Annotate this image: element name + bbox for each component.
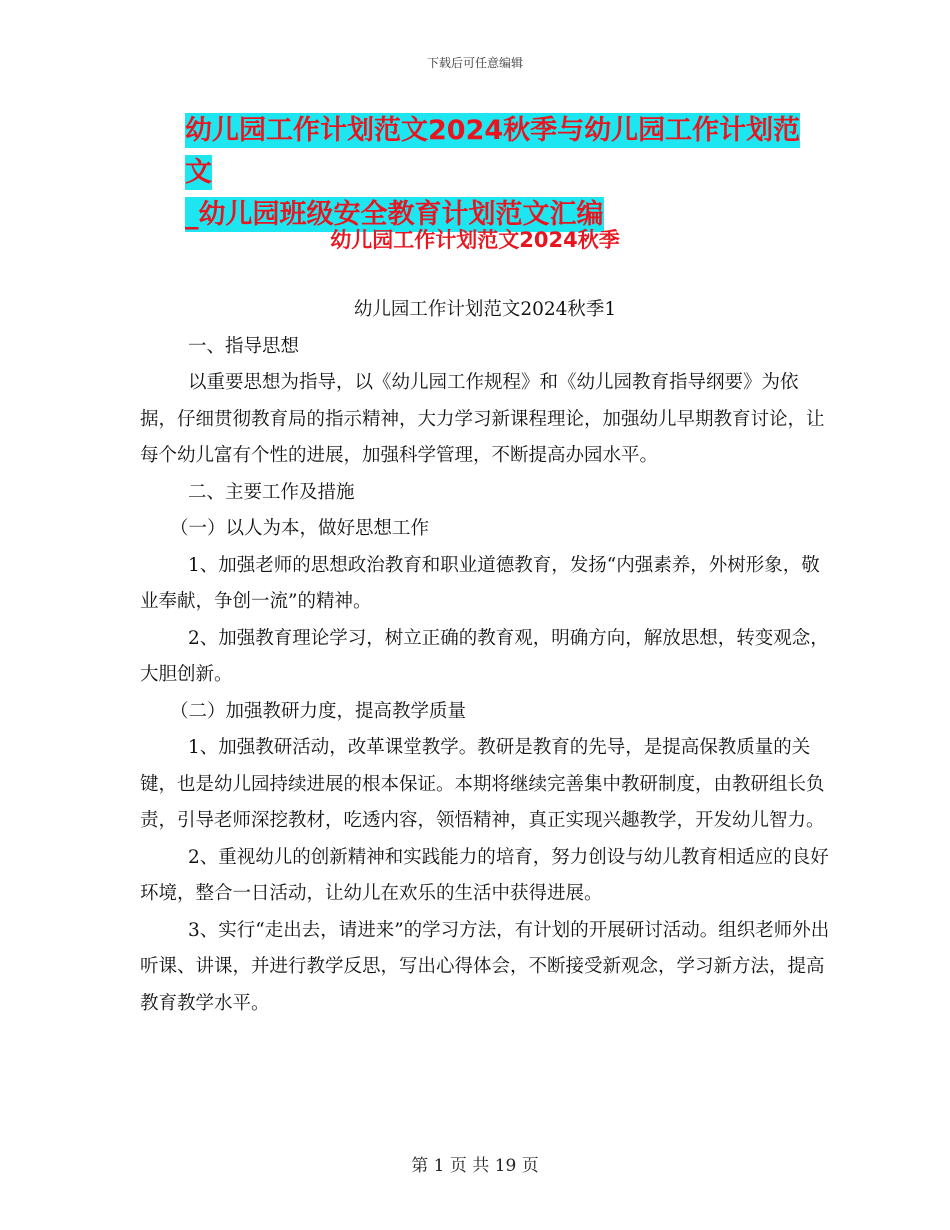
paragraph-research-1: 1、加强教研活动，改革课堂教学。教研是教育的先导，是提高保教质量的关键，也是幼儿园持续进展的根本保证。本期将继续完善集中教研制度，由教研组长负责，引导老师深挖教材，吃透内容，领悟精神，真正实现兴趣教学，开发幼儿智力。 [140, 737, 825, 831]
paragraph-research-2: 2、重视幼儿的创新精神和实践能力的培育，努力创设与幼儿教育相适应的良好环境，整合一日活动，让幼儿在欢乐的生活中获得进展。 [140, 846, 829, 904]
header-note: 下载后可任意编辑 [426, 56, 523, 70]
heading-guiding-ideology: 一、指导思想 [188, 335, 300, 357]
section-title: 幼儿园工作计划范文2024秋季 [330, 228, 620, 252]
document-body [140, 292, 830, 1022]
paragraph-guiding-ideology: 以重要思想为指导，以《幼儿园工作规程》和《幼儿园教育指导纲要》为依据，仔细贯彻教育局的指示精神，大力学习新课程理论，加强幼儿早期教育讨论，让每个幼儿富有个性的进展，加强科学管理，不断提高办园水平。 [140, 372, 825, 466]
paragraph-item-2: 2、加强教育理论学习，树立正确的教育观，明确方向，解放思想，转变观念，大胆创新。 [140, 627, 829, 685]
heading-main-work: 二、主要工作及措施 [188, 481, 355, 503]
document-title-line-2: _幼儿园班级安全教育计划范文汇编 [185, 199, 604, 230]
paragraph-research-3: 3、实行“走出去，请进来”的学习方法，有计划的开展研讨活动。组织老师外出听课、讲课，并进行教学反思，写出心得体会，不断接受新观念，学习新方法，提高教育教学水平。 [140, 919, 830, 1014]
document-title-line-1: 幼儿园工作计划范文2024秋季与幼儿园工作计划范文 [185, 115, 801, 188]
subheading-teaching-research: （二）加强教研力度，提高教学质量 [170, 700, 467, 722]
document-title [185, 110, 825, 236]
subtitle: 幼儿园工作计划范文2024秋季1 [353, 299, 617, 320]
subheading-people-oriented: （一）以人为本，做好思想工作 [170, 518, 430, 539]
page-footer: 第 1 页 共 19 页 [411, 1156, 539, 1176]
paragraph-item-1: 1、加强老师的思想政治教育和职业道德教育，发扬“内强素养，外树形象，敬业奉献，争创一流”的精神。 [140, 554, 820, 612]
